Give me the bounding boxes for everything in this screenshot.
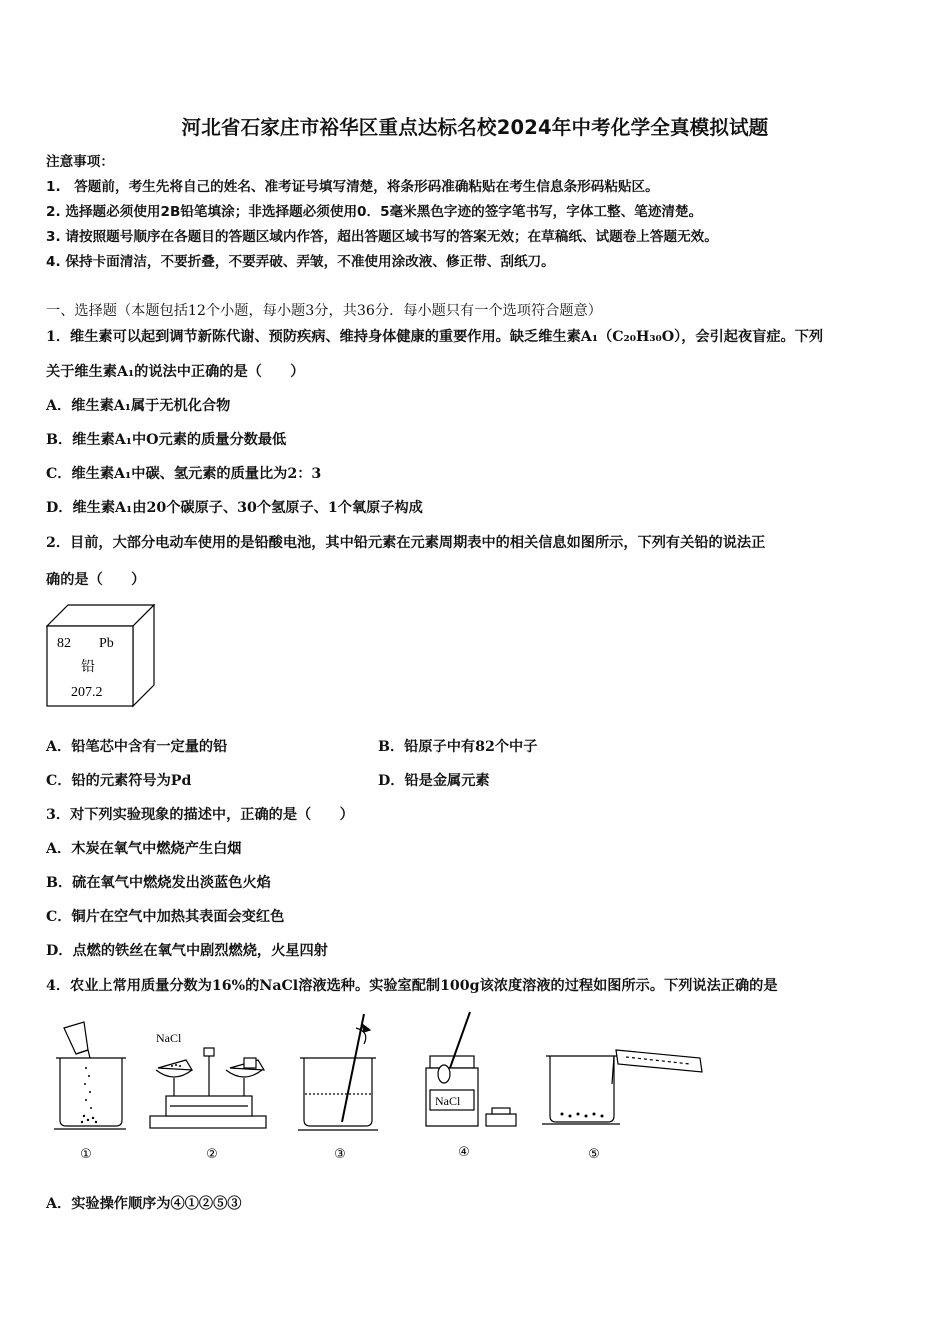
solution-prep-figure [46, 1008, 716, 1172]
step2-balance [150, 1031, 266, 1128]
q2-option-c: C．铅的元素符号为Pd [46, 773, 192, 789]
notice-item-2: 2. 选择题必须使用2B铅笔填涂；非选择题必须使用0．5毫米黑色字迹的签字笔书写，字体工整、笔迹清楚。 [46, 204, 703, 220]
notice-item-4: 4. 保持卡面清洁，不要折叠，不要弄破、弄皱，不准使用涂改液、修正带、刮纸刀。 [46, 254, 555, 270]
step3-label: ③ [334, 1147, 346, 1162]
q1-stem-line2: 关于维生素A₁的说法中正确的是（ ） [46, 364, 305, 380]
q4-stem: 4．农业上常用质量分数为16%的NaCl溶液选种。实验室配制100g该浓度溶液的过程如图所示。下列说法正确的是 [46, 978, 778, 994]
q3-option-a: A．木炭在氧气中燃烧产生白烟 [46, 841, 242, 857]
q4-option-a: A．实验操作顺序为④①②⑤③ [46, 1196, 242, 1212]
experiment-steps-figure [46, 1008, 716, 1168]
q2-option-a: A．铅笔芯中含有一定量的铅 [46, 739, 228, 755]
lead-element-cell [46, 604, 158, 712]
element-cell-figure [46, 604, 158, 708]
q3-option-b: B．硫在氧气中燃烧发出淡蓝色火焰 [46, 875, 271, 891]
q1-option-a: A．维生素A₁属于无机化合物 [46, 398, 231, 414]
step1-pour-solid [54, 1022, 126, 1129]
section-heading: 一、选择题（本题包括12个小题，每小题3分，共36分．每小题只有一个选项符合题意） [46, 303, 602, 319]
notice-heading: 注意事项： [46, 154, 114, 170]
notice-item-1: 1. 答题前，考生先将自己的姓名、准考证号填写清楚，将条形码准确粘贴在考生信息条形码粘贴区。 [46, 179, 659, 195]
page-title: 河北省石家庄市裕华区重点达标名校2024年中考化学全真模拟试题 [181, 116, 769, 139]
balance-reagent-label: NaCl [156, 1031, 182, 1045]
q3-stem: 3．对下列实验现象的描述中，正确的是（ ） [46, 807, 354, 823]
step4-reagent-bottle [426, 1012, 516, 1126]
step5-label: ⑤ [588, 1147, 600, 1162]
q1-stem-line1: 1．维生素可以起到调节新陈代谢、预防疾病、维持身体健康的重要作用。缺乏维生素A₁（C₂₀H₃₀O），会引起夜盲症。下列 [46, 329, 824, 345]
notice-item-3: 3. 请按照题号顺序在各题目的答题区域内作答，超出答题区域书写的答案无效；在草稿纸、试题卷上答题无效。 [46, 229, 718, 245]
element-name: 铅 [81, 659, 95, 675]
q3-option-d: D．点燃的铁丝在氧气中剧烈燃烧，火星四射 [46, 943, 328, 959]
step4-label: ④ [458, 1145, 470, 1160]
q1-option-c: C．维生素A₁中碳、氢元素的质量比为2：3 [46, 466, 322, 482]
q2-option-b: B．铅原子中有82个中子 [378, 739, 538, 755]
element-mass: 207.2 [71, 685, 103, 700]
step1-label: ① [80, 1147, 92, 1162]
q2-stem-line2: 确的是（ ） [46, 572, 146, 588]
bottle-label: NaCl [435, 1094, 461, 1108]
element-number: 82 [57, 636, 71, 651]
q2-option-d: D．铅是金属元素 [378, 773, 490, 789]
step5-pour-water [542, 1050, 702, 1124]
step3-stir [298, 1014, 378, 1130]
element-symbol: Pb [99, 636, 114, 651]
q1-option-b: B．维生素A₁中O元素的质量分数最低 [46, 432, 287, 448]
step2-label: ② [206, 1147, 218, 1162]
q3-option-c: C．铜片在空气中加热其表面会变红色 [46, 909, 285, 925]
q1-option-d: D．维生素A₁由20个碳原子、30个氢原子、1个氧原子构成 [46, 500, 423, 516]
q2-stem-line1: 2．目前，大部分电动车使用的是铅酸电池，其中铅元素在元素周期表中的相关信息如图所示，下列有关铅的说法正 [46, 535, 766, 551]
